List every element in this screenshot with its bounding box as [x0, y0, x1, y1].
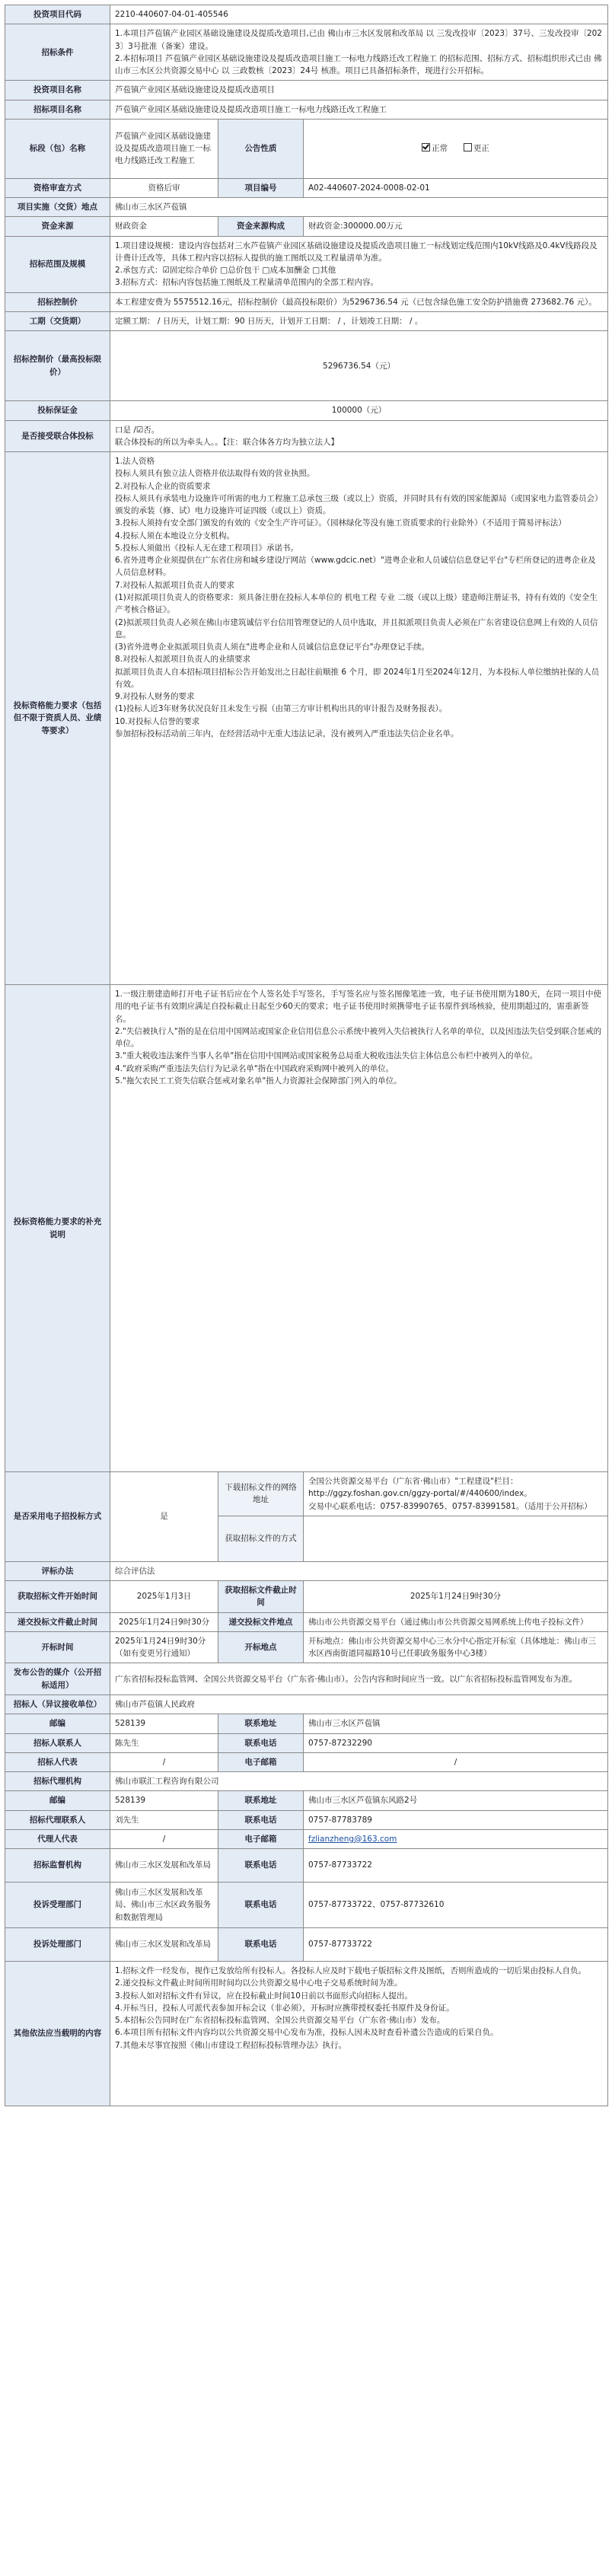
value-handling: 佛山市三水区发展和改革局 [110, 1928, 218, 1962]
row-section [5, 119, 608, 178]
label-get-docs-method: 获取招标文件的方式 [218, 1516, 304, 1561]
value-agency-legal: / [110, 1829, 218, 1848]
label-submit-place: 递交投标文件地点 [218, 1612, 304, 1631]
label-complaint: 投诉受理部门 [5, 1883, 110, 1928]
label-bid-method: 资格审查方式 [5, 178, 110, 197]
value-review-rules: 1.一级注册建造师打开电子证书后应在个人签名处手写签名，手写签名应与签名图像笔迹一致，电子证书使用期为180天，在同一项目中使用的电子证书有效期应满足自投标截止日起至少60天的要求；电子证书使用时须携带电子证书原件到场核验，使用期超过的，需重新签名。 2."失信被执行人"指的是在信用中国网站或国家企业信用信息公示系统中被列入失信被执行人名单的单位，以及因违法失信受到联合惩戒的单位。 3."重大税收违法案件当事人名单"指在信用中国网站或国家税务总局重大税收违法失信主体信息公布栏中被列入的单位。 4."政府采购严重违法失信行为记录名单"指在中国政府采购网中被列入的单位。 5."拖欠农民工工资失信联合惩戒对象名单"指人力资源社会保障部门列入的单位。 [110, 985, 608, 1472]
row-open [5, 1631, 608, 1663]
notice-opt-corrected: 更正 [473, 144, 489, 154]
value-section-name: 芦苞镇产业园区基础设施建设及提质改造项目施工一标电力线路迁改工程施工 [110, 119, 218, 178]
value-agency: 佛山市联汇工程咨询有限公司 [110, 1772, 608, 1791]
label-tenderer-phone: 联系电话 [218, 1733, 304, 1752]
label-agency-email: 电子邮箱 [218, 1829, 304, 1848]
value-bid-method: 资格后审 [110, 178, 218, 197]
label-tenderer-contact-addr: 联系地址 [218, 1714, 304, 1733]
value-tenderer: 佛山市芦苞镇人民政府 [110, 1694, 608, 1714]
row-get-time [5, 1581, 608, 1613]
row-control-price [5, 292, 608, 311]
label-section-name: 标段（包）名称 [5, 119, 110, 178]
label-bid-bond: 投标保证金 [5, 401, 110, 420]
row-agency-postcode [5, 1791, 608, 1810]
value-project-name: 芦苞镇产业园区基础设施建设及提质改造项目 [110, 81, 608, 100]
label-project-no: 项目编号 [218, 178, 304, 197]
value-complaint-phone: 0757-87733722、0757-87732610 [304, 1883, 608, 1928]
row-submit [5, 1612, 608, 1631]
value-duration: 定额工期： / 日历天，计划工期：90 日历天，计划开工日期： / ，计划竣工日期： / 。 [110, 311, 608, 330]
value-notes: 1.招标文件一经发布，视作已发放给所有投标人。各投标人应及时下载电子版招标文件及图纸，否则所造成的一切后果由投标人自负。 2.递交投标文件截止时间所用时间均以公共资源交易中心电子交易系统时间为准。 3.投标人如对招标文件有异议，应在投标截止时间10日前以书面形式向招标人提出。 4.开标当日，投标人可派代表参加开标会议（非必须），开标时应携带授权委托书原件及身份证。 5.本招标公告同时在广东省招标投标监管网、全国公共资源交易平台（广东省·佛山市）发布。 6.本项目所有招标文件内容均以公共资源交易中心发布为准，投标人因未及时查看补遗公告造成的后果自负。 7.其他未尽事宜按照《佛山市建设工程招标投标管理办法》执行。 [110, 1962, 608, 2106]
value-electronic: 是 [110, 1472, 218, 1562]
checkbox-normal-icon [422, 143, 430, 151]
value-handling-phone: 0757-87733722 [304, 1928, 608, 1962]
bid-notice-table [5, 5, 608, 2106]
value-tenderer-person: 陈先生 [110, 1733, 218, 1752]
value-agency-email[interactable]: fzlianzheng@163.com [304, 1829, 608, 1848]
value-consortium [110, 420, 608, 452]
row-fund [5, 217, 608, 236]
value-complaint: 佛山市三水区发展和改革局、佛山市三水区政务服务和数据管理局 [110, 1883, 218, 1928]
label-fund-source: 资金来源 [5, 217, 110, 236]
label-tenderer-legal: 招标人代表 [5, 1752, 110, 1771]
value-price-cap: 5296736.54（元） [110, 331, 608, 401]
row-handling [5, 1928, 608, 1962]
label-download-addr: 下载招标文件的网络地址 [218, 1472, 304, 1516]
value-project-code: 2210-440607-04-01-405546 [110, 5, 608, 24]
value-supervise: 佛山市三水区发展和改革局 [110, 1849, 218, 1883]
value-get-docs-method: 获取招标文件的方式 [304, 1516, 608, 1561]
consortium-choice: 口是 /☑否。 [115, 425, 160, 435]
value-supervise-phone: 0757-87733722 [304, 1849, 608, 1883]
row-agency-legal [5, 1829, 608, 1848]
row-bid-project-name [5, 100, 608, 119]
row-tenderer-legal [5, 1752, 608, 1771]
value-get-end: 2025年1月24日9时30分 [304, 1581, 608, 1613]
row-publish-media [5, 1663, 608, 1695]
row-review-rules [5, 985, 608, 1472]
label-handling: 投诉处理部门 [5, 1928, 110, 1962]
bid-conditions-1: 1.本项目芦苞镇产业园区基础设施建设及提质改造项目,已由 佛山市三水区发展和改革局 以 三发改投审〔2023〕37号、三发改投审〔2023〕3号批准（备案）建设。 [115, 29, 602, 51]
value-get-start: 2025年1月3日 [110, 1581, 218, 1613]
bid-conditions-2: 2.本招标项目 芦苞镇产业园区基础设施建设及提质改造项目施工一标电力线路迁改工程施工 的招标范围、招标方式、招标组织形式已由 佛山市三水区公共资源交易中心 以 三政数核〔2023〕24号 核准。项目已具备招标条件，现进行公开招标。 [115, 53, 602, 76]
row-complaint [5, 1883, 608, 1928]
value-bid-conditions [110, 24, 608, 81]
value-agency-phone: 0757-87783789 [304, 1810, 608, 1829]
value-qualification: 1.法人资格 投标人须具有独立法人资格并依法取得有效的营业执照。 2.对投标人企业的资质要求 投标人须具有承装电力设施许可所需的电力工程施工总承包三级（或以上）资质，并同时具有有效的国家能源局（或国家电力监管委员会）颁发的承装（修、试）电力设施许可证四级（或以上）资质。 3.投标人须持有安全部门颁发的有效的《安全生产许可证》。（园林绿化等没有施工资质要求的行业除外）（不适用于简易评标法） 4.投标人须在本地设立分支机构。 5.投标人须做出《投标人无在建工程项目》承诺书。 6.省外进粤企业须提供在广东省住房和城乡建设厅网站（www.gdcic.net）"进粤企业和人员诚信信息登记平台"专栏所登记的进粤企业及人员信息材料。 7.对投标人拟派项目负责人的要求 (1)对拟派项目负责人的资格要求：须具备注册在投标人本单位的 机电工程 专业 二级（或以上级）建造师注册证书，持有有效的《安全生产考核合格证》。 (2)拟派项目负责人必须在佛山市建筑诚信平台信用管理登记的人员中选取，并且拟派项目负责人必须在广东省建设信息网上有效的人员信息。 (3)省外进粤企业拟派项目负责人须在"进粤企业和人员诚信信息登记平台"办理登记手续。 8.对投标人拟派项目负责人的业绩要求 拟派项目负责人自本招标项目招标公告开始发出之日起往前顺推 6 个月，即 2024年1月至2024年12月，为本投标人单位缴纳社保的人员有效。 9.对投标人财务的要求 (1)投标人近3年财务状况良好且未发生亏损（由第三方审计机构出具的审计报告及财务报表）。 10.对投标人信誉的要求 参加招标投标活动前三年内，在经营活动中无重大违法记录，没有被列入严重违法失信企业名单。 [110, 452, 608, 985]
label-tenderer-person: 招标人联系人 [5, 1733, 110, 1752]
label-notice-nature: 公告性质 [218, 119, 304, 178]
label-project-code: 投资项目代码 [5, 5, 110, 24]
value-open-time: 2025年1月24日9时30分（如有变更另行通知） [110, 1631, 218, 1663]
row-duration [5, 311, 608, 330]
label-publish-media: 发布公告的媒介（公开招标适用） [5, 1663, 110, 1695]
label-tenderer: 招标人（异议接收单位） [5, 1694, 110, 1714]
row-agency-person [5, 1810, 608, 1829]
label-handling-phone: 联系电话 [218, 1928, 304, 1962]
value-agency-person: 刘先生 [110, 1810, 218, 1829]
value-fund-ratio: 财政资金:300000.00万元 [304, 217, 608, 236]
value-tenderer-phone: 0757-87232290 [304, 1733, 608, 1752]
row-scope [5, 236, 608, 292]
row-electronic-a [5, 1472, 608, 1516]
value-location: 佛山市三水区芦苞镇 [110, 198, 608, 217]
label-agency-phone: 联系电话 [218, 1810, 304, 1829]
value-submit-deadline: 2025年1月24日9时30分 [110, 1612, 218, 1631]
value-scope: 1.项目建设规模：建设内容包括对三水芦苞镇产业园区基础设施建设及提质改造项目施工一标线划定线范围内10kV线路及0.4kV线路段及计费计迁改等，具体工程内容以招标人提供的施工图纸以及工程量清单为准。 2.承包方式：☑固定综合单价 □总价包干 □成本加酬金 □其他 3.招标方式：招标内容包括施工图纸及工程量清单范围内的全部工程内容。 [110, 236, 608, 292]
checkbox-corrected-icon [464, 143, 472, 151]
value-agency-address: 佛山市三水区芦苞镇东风路2号 [304, 1791, 608, 1810]
row-supervise [5, 1849, 608, 1883]
label-notes: 其他依法应当载明的内容 [5, 1962, 110, 2106]
value-bid-project-name: 芦苞镇产业园区基础设施建设及提质改造项目施工一标电力线路迁改工程施工 [110, 100, 608, 119]
row-agency [5, 1772, 608, 1791]
row-consortium [5, 420, 608, 452]
label-supervise-phone: 联系电话 [218, 1849, 304, 1883]
label-agency-postcode: 邮编 [5, 1791, 110, 1810]
label-get-end: 获取招标文件截止时间 [218, 1581, 304, 1613]
value-publish-media: 广东省招标投标监管网、全国公共资源交易平台（广东省·佛山市）。公告内容和时间应当一致。以广东省招标投标监管网发布为准。 [110, 1663, 608, 1695]
label-agency: 招标代理机构 [5, 1772, 110, 1791]
row-bid-conditions [5, 24, 608, 81]
value-submit-place: 佛山市公共资源交易平台（通过佛山市公共资源交易网系统上传电子投标文件） [304, 1612, 608, 1631]
label-fund-ratio: 资金来源构成 [218, 217, 304, 236]
value-tenderer-contact-addr: 佛山市三水区芦苞镇 [304, 1714, 608, 1733]
value-notice-nature [304, 119, 608, 178]
notice-opt-normal: 正常 [432, 144, 448, 154]
row-price-cap [5, 331, 608, 401]
label-control-price: 招标控制价 [5, 292, 110, 311]
value-tenderer-legal: / [110, 1752, 218, 1771]
label-bid-conditions: 招标条件 [5, 24, 110, 81]
label-qualification: 投标资格能力要求（包括但不限于资质人员、业绩等要求） [5, 452, 110, 985]
label-tenderer-postcode: 邮编 [5, 1714, 110, 1733]
label-location: 项目实施（交货）地点 [5, 198, 110, 217]
row-tenderer [5, 1694, 608, 1714]
label-eval-method: 评标办法 [5, 1561, 110, 1580]
label-supervise: 招标监督机构 [5, 1849, 110, 1883]
label-review-rules: 投标资格能力要求的补充说明 [5, 985, 110, 1472]
value-bid-bond: 100000（元） [110, 401, 608, 420]
row-qualification [5, 452, 608, 985]
value-tenderer-postcode: 528139 [110, 1714, 218, 1733]
value-tenderer-email: / [304, 1752, 608, 1771]
row-bid-method [5, 178, 608, 197]
label-get-start: 获取招标文件开始时间 [5, 1581, 110, 1613]
label-price-cap: 招标控制价（最高投标限价） [5, 331, 110, 401]
label-complaint-phone: 联系电话 [218, 1883, 304, 1928]
row-project-code [5, 5, 608, 24]
consortium-note: 联合体投标的所以为牵头人。。【注：联合体各方均为独立法人】 [115, 437, 339, 447]
label-agency-legal: 代理人代表 [5, 1829, 110, 1848]
label-bid-project-name: 招标项目名称 [5, 100, 110, 119]
value-download-addr[interactable]: 全国公共资源交易平台（广东省·佛山市）"工程建设"栏目： http://ggzy.foshan.gov.cn/ggzy-portal/#/440600/index。 交易中心联系电话：0757-83990765、0757-83991581。（适用于公开招标） [304, 1472, 608, 1516]
row-notes [5, 1962, 608, 2106]
row-tenderer-person [5, 1733, 608, 1752]
label-consortium: 是否接受联合体投标 [5, 420, 110, 452]
value-control-price: 本工程建安费为 5575512.16元，招标控制价（最高投标限价）为5296736.54 元（已包含绿色施工安全防护措施费 273682.76 元）。 [110, 292, 608, 311]
value-project-no: A02-440607-2024-0008-02-01 [304, 178, 608, 197]
value-agency-postcode: 528139 [110, 1791, 218, 1810]
value-eval-method: 综合评估法 [110, 1561, 608, 1580]
label-agency-address: 联系地址 [218, 1791, 304, 1810]
value-fund-source: 财政资金 [110, 217, 218, 236]
label-scope: 招标范围及规模 [5, 236, 110, 292]
label-electronic: 是否采用电子招投标方式 [5, 1472, 110, 1562]
label-project-name: 投资项目名称 [5, 81, 110, 100]
row-eval-method [5, 1561, 608, 1580]
label-duration: 工期（交货期） [5, 311, 110, 330]
label-submit-deadline: 递交投标文件截止时间 [5, 1612, 110, 1631]
value-open-place: 开标地点：佛山市公共资源交易中心三水分中心指定开标室（具体地址：佛山市三水区西南街道同福路10号已任职政务服务中心3楼） [304, 1631, 608, 1663]
label-open-time: 开标时间 [5, 1631, 110, 1663]
label-agency-person: 招标代理联系人 [5, 1810, 110, 1829]
row-tenderer-postcode [5, 1714, 608, 1733]
label-open-place: 开标地点 [218, 1631, 304, 1663]
row-location [5, 198, 608, 217]
label-tenderer-email: 电子邮箱 [218, 1752, 304, 1771]
row-project-name [5, 81, 608, 100]
row-bid-bond [5, 401, 608, 420]
